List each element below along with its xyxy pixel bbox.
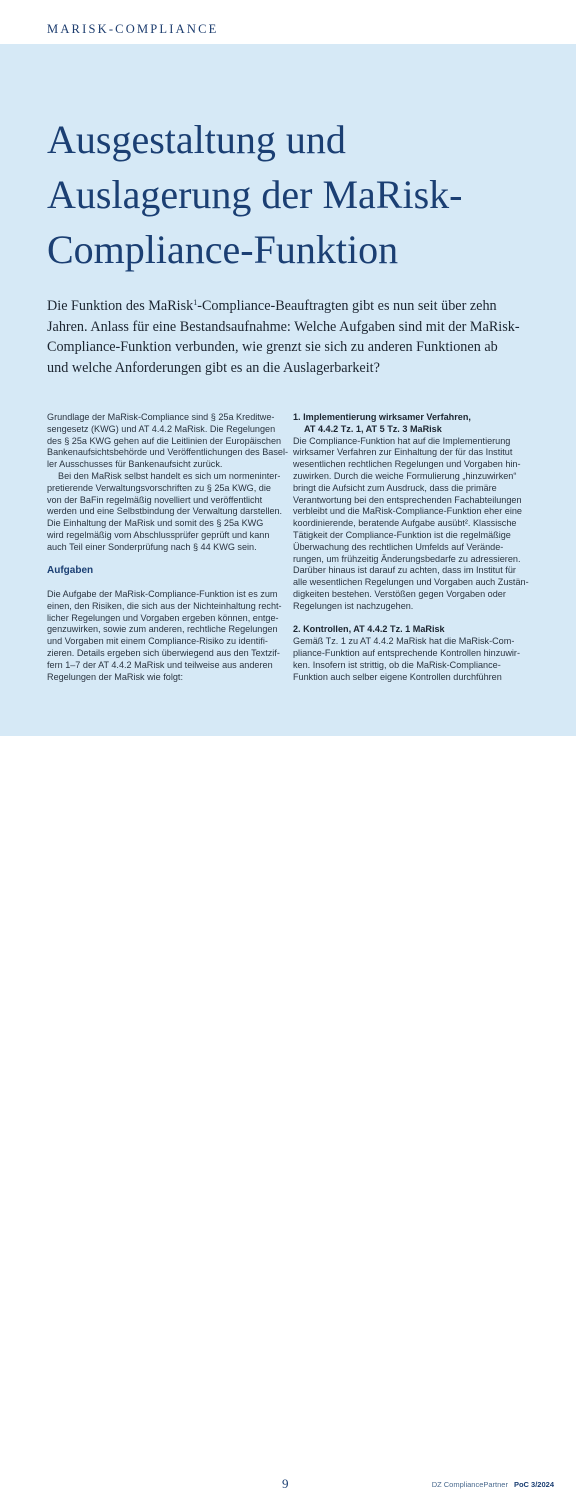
title-line: Ausgestaltung und bbox=[47, 117, 346, 162]
numbered-heading: 1. Implementierung wirksamer Verfahren, bbox=[293, 412, 471, 422]
body-line: ler Ausschusses für Bankenaufsicht zurück. bbox=[47, 459, 223, 470]
footer-brand bbox=[432, 1480, 554, 1489]
body-line: Regelungen der MaRisk wie folgt: bbox=[47, 671, 183, 682]
body-line: fern 1–7 der AT 4.4.2 MaRisk und teilweise aus anderen bbox=[47, 659, 273, 670]
body-line: wirksamer Verfahren zur Einhaltung der für das Institut bbox=[293, 447, 513, 458]
body-line: Die Aufgabe der MaRisk-Compliance-Funktion ist es zum bbox=[47, 588, 278, 599]
spacer bbox=[47, 577, 292, 589]
footnote-marker[interactable]: 1 bbox=[193, 298, 198, 307]
spacer bbox=[47, 554, 292, 566]
right-column bbox=[293, 412, 543, 683]
intro-line: Jahren. Anlass für eine Bestandsaufnahme: Welche Aufgaben sind mit der MaRisk- bbox=[47, 318, 520, 335]
spacer bbox=[293, 613, 543, 625]
intro-text: Die Funktion des MaRisk bbox=[47, 298, 194, 314]
body-line: Funktion auch selber eigene Kontrollen durchführen bbox=[293, 671, 502, 682]
brand-name: DZ CompliancePartner bbox=[431, 1480, 508, 1489]
body-line: sengesetz (KWG) und AT 4.4.2 MaRisk. Die Regelungen bbox=[47, 423, 276, 434]
intro-line: Compliance-Funktion verbunden, wie grenzt sie sich zu anderen Funktionen ab bbox=[47, 339, 498, 356]
body-line: Bankenaufsichtsbehörde und Veröffentlichungen des Basel- bbox=[47, 447, 288, 458]
body-line: bringt die Aufsicht zum Ausdruck, dass die primäre bbox=[293, 482, 497, 493]
body-line: zieren. Details ergeben sich überwiegend aus den Textzif- bbox=[47, 647, 280, 658]
body-line: zuwirken. Durch die weiche Formulierung „hinzuwirken“ bbox=[293, 470, 517, 481]
section-label: MARISK-COMPLIANCE bbox=[47, 22, 219, 36]
numbered-heading: AT 4.4.2 Tz. 1, AT 5 Tz. 3 MaRisk bbox=[304, 423, 442, 434]
body-line: und Vorgaben mit einem Compliance-Risiko zu identifi- bbox=[47, 636, 268, 647]
body-line: Regelungen ist nachzugehen. bbox=[293, 600, 414, 611]
body-line: rungen, um frühzeitig Änderungsbedarfe zu adressieren. bbox=[293, 553, 521, 564]
section-subheading: Aufgaben bbox=[47, 565, 94, 577]
body-line: Die Einhaltung der MaRisk und somit des § 25a KWG bbox=[47, 518, 264, 529]
body-line: licher Regelungen und Vorgaben ergeben können, entge- bbox=[47, 612, 279, 623]
body-line: digkeiten bestehen. Verstößen gegen Vorgaben oder bbox=[293, 588, 506, 599]
page-number: 9 bbox=[282, 1476, 289, 1491]
body-line: werden und eine Selbstbindung der Verwaltung darstellen. bbox=[47, 506, 283, 517]
body-line: Tätigkeit der Compliance-Funktion ist die regelmäßige bbox=[293, 529, 511, 540]
body-line: koordinierende, beratende Aufgabe ausübt². Klassische bbox=[293, 518, 517, 529]
issue-label: PoC 3/2024 bbox=[513, 1480, 554, 1489]
body-line: auch Teil einer Sonderprüfung nach § 44 KWG sein. bbox=[47, 541, 257, 552]
body-line: pretierende Verwaltungsvorschriften zu § 25a KWG, die bbox=[47, 482, 271, 493]
body-line: des § 25a KWG gehen auf die Leitlinien der Europäischen bbox=[47, 435, 282, 446]
body-line: Darüber hinaus ist darauf zu achten, dass im Institut für bbox=[293, 565, 516, 576]
body-line: von der BaFin regelmäßig novelliert und veröffentlicht bbox=[47, 494, 263, 505]
body-line: Bei den MaRisk selbst handelt es sich um normeninter- bbox=[58, 470, 281, 481]
intro-line: und welche Anforderungen gibt es an die Auslagerbarkeit? bbox=[47, 359, 380, 376]
left-column bbox=[47, 412, 292, 683]
title-line: Auslagerung der MaRisk- bbox=[47, 172, 463, 217]
body-line: ken. Insofern ist strittig, ob die MaRisk-Compliance- bbox=[293, 659, 501, 670]
body-line: Überwachung des rechtlichen Umfelds auf Verände- bbox=[293, 541, 504, 552]
body-line: verbleibt und die MaRisk-Compliance-Funktion eher eine bbox=[293, 506, 522, 517]
intro-line bbox=[47, 293, 547, 317]
body-line: einen, den Risiken, die sich aus der Nichteinhaltung recht- bbox=[47, 600, 282, 611]
numbered-heading: 2. Kontrollen, AT 4.4.2 Tz. 1 MaRisk bbox=[293, 624, 445, 635]
body-line: wird regelmäßig vom Abschlussprüfer geprüft und kann bbox=[47, 529, 270, 540]
body-line: Grundlage der MaRisk-Compliance sind § 25a Kreditwe- bbox=[47, 412, 275, 422]
body-line: Verantwortung bei den entsprechenden Fachabteilungen bbox=[293, 494, 522, 505]
body-line: alle wesentlichen Regelungen und Vorgaben auch Zustän- bbox=[293, 577, 529, 588]
intro-text: -Compliance-Beauftragten gibt es nun seit über zehn bbox=[197, 298, 497, 314]
footer bbox=[0, 736, 576, 1491]
body-line: wesentlichen rechtlichen Regelungen und Vorgaben hin- bbox=[293, 459, 521, 470]
body-line: Die Compliance-Funktion hat auf die Implementierung bbox=[293, 435, 511, 446]
article-title bbox=[47, 112, 557, 277]
body-line: genzuwirken, sowie zum anderen, rechtliche Regelungen bbox=[47, 624, 278, 635]
body-line: Gemäß Tz. 1 zu AT 4.4.2 MaRisk hat die MaRisk-Com- bbox=[293, 636, 515, 647]
header-bar bbox=[0, 0, 576, 44]
body-line: pliance-Funktion auf entsprechende Kontrollen hinzuwir- bbox=[293, 647, 520, 658]
article-intro bbox=[47, 293, 547, 378]
title-line: Compliance-Funktion bbox=[47, 227, 399, 272]
